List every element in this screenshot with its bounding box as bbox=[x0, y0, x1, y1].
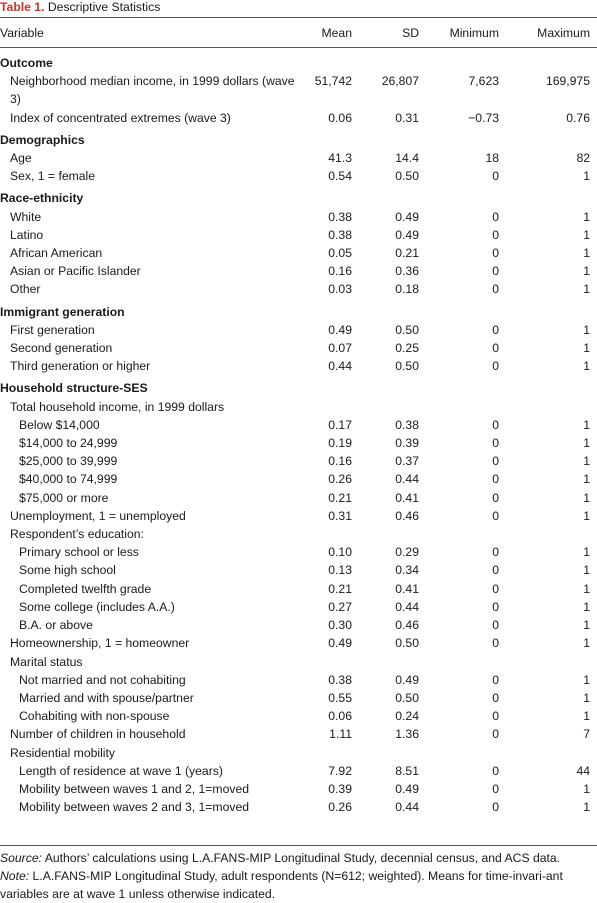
cell-max: 1 bbox=[583, 436, 590, 451]
table-number: Table 1. bbox=[0, 0, 45, 14]
cell-max: 7 bbox=[583, 727, 590, 742]
cell-max bbox=[509, 398, 597, 416]
row-label: $25,000 to 39,999 bbox=[19, 454, 118, 469]
cell-sd: 8.51 bbox=[395, 763, 419, 778]
cell-max: 1 bbox=[583, 282, 590, 297]
cell-min: 0 bbox=[492, 359, 499, 374]
cell-min: 0 bbox=[492, 563, 499, 578]
section-heading: Immigrant generation bbox=[0, 304, 125, 319]
cell-mean: 0.03 bbox=[328, 282, 352, 297]
row-label: Number of children in household bbox=[10, 727, 186, 742]
row-label: Mobility between waves 2 and 3, 1=moved bbox=[19, 800, 250, 815]
table-row bbox=[0, 149, 597, 167]
cell-sd bbox=[358, 398, 422, 416]
cell-mean: 0.05 bbox=[328, 246, 352, 261]
row-label: B.A. or above bbox=[19, 618, 93, 633]
cell-sd: 0.50 bbox=[395, 169, 419, 184]
table-row bbox=[0, 598, 597, 616]
table-row bbox=[0, 280, 597, 298]
row-label: Total household income, in 1999 dollars bbox=[10, 399, 225, 414]
table-row bbox=[0, 689, 597, 707]
cell-max: 1 bbox=[583, 490, 590, 505]
cell-max: 1 bbox=[583, 709, 590, 724]
row-label: Age bbox=[10, 151, 32, 166]
cell-mean: 0.44 bbox=[328, 359, 352, 374]
cell-max bbox=[509, 525, 597, 543]
cell-max: 1 bbox=[583, 359, 590, 374]
table-row bbox=[0, 357, 597, 375]
table-title bbox=[0, 0, 160, 15]
cell-sd: 0.29 bbox=[395, 545, 419, 560]
table-row bbox=[0, 671, 597, 689]
cell-mean: 41.3 bbox=[328, 151, 352, 166]
cell-sd: 0.49 bbox=[395, 227, 419, 242]
row-label: Marital status bbox=[10, 654, 83, 669]
table-row bbox=[0, 416, 597, 434]
cell-sd: 0.31 bbox=[395, 110, 419, 125]
cell-max: 44 bbox=[576, 763, 590, 778]
table-body bbox=[0, 48, 597, 816]
cell-sd: 0.24 bbox=[395, 709, 419, 724]
cell-min bbox=[422, 525, 509, 543]
cell-mean: 0.07 bbox=[328, 341, 352, 356]
row-label: Respondent’s education: bbox=[10, 527, 144, 542]
section-row bbox=[0, 48, 597, 72]
cell-min: 0 bbox=[492, 672, 499, 687]
cell-sd: 0.44 bbox=[395, 599, 419, 614]
table-row bbox=[0, 470, 597, 488]
row-label: Primary school or less bbox=[19, 545, 139, 560]
top-rule bbox=[0, 17, 597, 18]
cell-max: 82 bbox=[576, 151, 590, 166]
row-label: Other bbox=[10, 282, 41, 297]
row-label: $40,000 to 74,999 bbox=[19, 472, 118, 487]
cell-sd: 0.41 bbox=[395, 581, 419, 596]
source-label: Source: bbox=[0, 851, 43, 865]
cell-max: 1 bbox=[583, 508, 590, 523]
cell-sd bbox=[358, 744, 422, 762]
row-label: Completed twelfth grade bbox=[19, 581, 152, 596]
cell-sd: 26,807 bbox=[381, 74, 419, 89]
cell-mean: 0.39 bbox=[328, 781, 352, 796]
table-row bbox=[0, 525, 597, 543]
cell-sd bbox=[358, 525, 422, 543]
cell-min: 0 bbox=[492, 690, 499, 705]
table-row bbox=[0, 339, 597, 357]
cell-max: 169,975 bbox=[545, 74, 590, 89]
cell-mean: 0.38 bbox=[328, 672, 352, 687]
cell-max: 1 bbox=[583, 581, 590, 596]
row-label: White bbox=[10, 209, 42, 224]
table-row bbox=[0, 244, 597, 262]
descriptive-statistics-table bbox=[0, 24, 597, 816]
row-label: Homeownership, 1 = homeowner bbox=[10, 636, 190, 651]
cell-mean: 0.16 bbox=[328, 264, 352, 279]
cell-mean: 0.06 bbox=[328, 110, 352, 125]
cell-max bbox=[509, 744, 597, 762]
cell-max: 1 bbox=[583, 563, 590, 578]
cell-sd: 0.38 bbox=[395, 417, 419, 432]
cell-max: 1 bbox=[583, 618, 590, 633]
row-label: First generation bbox=[10, 322, 95, 337]
cell-mean: 0.30 bbox=[328, 618, 352, 633]
cell-sd: 0.25 bbox=[395, 341, 419, 356]
cell-min: 0 bbox=[492, 322, 499, 337]
row-label: $75,000 or more bbox=[19, 490, 109, 505]
cell-mean: 0.10 bbox=[328, 545, 352, 560]
cell-min: 0 bbox=[492, 341, 499, 356]
cell-max: 1 bbox=[583, 169, 590, 184]
cell-min: 0 bbox=[492, 709, 499, 724]
cell-sd bbox=[358, 653, 422, 671]
row-label: $14,000 to 24,999 bbox=[19, 436, 118, 451]
section-row bbox=[0, 127, 597, 149]
table-row bbox=[0, 780, 597, 798]
source-text: Authors’ calculations using L.A.FANS-MIP Longitudinal Study, decennial census, and ACS data. bbox=[42, 851, 561, 865]
table-row bbox=[0, 72, 597, 108]
cell-sd: 0.21 bbox=[395, 246, 419, 261]
cell-sd: 0.46 bbox=[395, 508, 419, 523]
cell-sd: 0.34 bbox=[395, 563, 419, 578]
cell-mean: 0.54 bbox=[328, 169, 352, 184]
table-row bbox=[0, 762, 597, 780]
cell-sd: 14.4 bbox=[395, 151, 419, 166]
row-label: Unemployment, 1 = unemployed bbox=[10, 508, 186, 523]
row-label: Third generation or higher bbox=[10, 359, 151, 374]
cell-min: 0 bbox=[492, 800, 499, 815]
row-label: Below $14,000 bbox=[19, 417, 100, 432]
cell-mean: 0.38 bbox=[328, 209, 352, 224]
cell-mean: 0.31 bbox=[328, 508, 352, 523]
cell-min bbox=[422, 744, 509, 762]
table-row bbox=[0, 707, 597, 725]
row-label: African American bbox=[10, 246, 103, 261]
row-label: Some college (includes A.A.) bbox=[19, 599, 175, 614]
source-note bbox=[0, 849, 597, 867]
col-header-minimum: Minimum bbox=[449, 26, 499, 40]
cell-sd: 0.49 bbox=[395, 672, 419, 687]
cell-min: 0 bbox=[492, 454, 499, 469]
cell-mean: 0.49 bbox=[328, 322, 352, 337]
table-row bbox=[0, 634, 597, 652]
cell-sd: 0.44 bbox=[395, 472, 419, 487]
cell-min: 0 bbox=[492, 246, 499, 261]
table-footnotes bbox=[0, 849, 597, 903]
table-row bbox=[0, 725, 597, 743]
cell-mean: 0.26 bbox=[328, 800, 352, 815]
cell-min bbox=[422, 398, 509, 416]
table-row bbox=[0, 580, 597, 598]
cell-mean: 0.17 bbox=[328, 417, 352, 432]
cell-min: 0 bbox=[492, 508, 499, 523]
cell-max: 1 bbox=[583, 417, 590, 432]
row-label: Index of concentrated extremes (wave 3) bbox=[10, 110, 231, 125]
cell-max: 1 bbox=[583, 454, 590, 469]
row-label: Mobility between waves 1 and 2, 1=moved bbox=[19, 781, 250, 796]
cell-mean bbox=[298, 398, 358, 416]
row-label: Latino bbox=[10, 227, 44, 242]
cell-max: 0.76 bbox=[566, 110, 590, 125]
cell-mean: 0.49 bbox=[328, 636, 352, 651]
cell-min: −0.73 bbox=[468, 110, 499, 125]
cell-max: 1 bbox=[583, 636, 590, 651]
section-heading: Demographics bbox=[0, 132, 85, 147]
row-label: Asian or Pacific Islander bbox=[10, 264, 141, 279]
row-label: Married and with spouse/partner bbox=[19, 690, 194, 705]
section-heading: Outcome bbox=[0, 56, 53, 70]
cell-min: 0 bbox=[492, 490, 499, 505]
cell-sd: 0.36 bbox=[395, 264, 419, 279]
cell-min: 18 bbox=[485, 151, 499, 166]
table-row bbox=[0, 543, 597, 561]
cell-mean bbox=[298, 525, 358, 543]
cell-min: 0 bbox=[492, 169, 499, 184]
cell-sd: 0.50 bbox=[395, 359, 419, 374]
table-row bbox=[0, 616, 597, 634]
row-label: Not married and not cohabiting bbox=[19, 672, 186, 687]
cell-mean: 0.13 bbox=[328, 563, 352, 578]
cell-max: 1 bbox=[583, 690, 590, 705]
cell-min: 0 bbox=[492, 227, 499, 242]
table-row bbox=[0, 109, 597, 127]
cell-min: 0 bbox=[492, 727, 499, 742]
table-row bbox=[0, 452, 597, 470]
cell-min: 0 bbox=[492, 436, 499, 451]
cell-mean: 7.92 bbox=[328, 763, 352, 778]
row-label: Some high school bbox=[19, 563, 116, 578]
cell-max bbox=[509, 653, 597, 671]
note-text: L.A.FANS-MIP Longitudinal Study, adult respondents (N=612; weighted). Means for time-invari-ant variables are at wave 1 unless otherwise indicated. bbox=[0, 869, 563, 901]
cell-max: 1 bbox=[583, 322, 590, 337]
cell-min: 0 bbox=[492, 599, 499, 614]
table-row bbox=[0, 321, 597, 339]
row-label: Neighborhood median income, in 1999 dollars (wave 3) bbox=[10, 74, 295, 107]
table-row bbox=[0, 262, 597, 280]
cell-min: 0 bbox=[492, 781, 499, 796]
cell-min: 0 bbox=[492, 472, 499, 487]
cell-sd: 0.50 bbox=[395, 636, 419, 651]
cell-max: 1 bbox=[583, 246, 590, 261]
cell-min bbox=[422, 653, 509, 671]
cell-max: 1 bbox=[583, 341, 590, 356]
cell-sd: 0.18 bbox=[395, 282, 419, 297]
cell-max: 1 bbox=[583, 781, 590, 796]
cell-mean bbox=[298, 653, 358, 671]
cell-sd: 0.44 bbox=[395, 800, 419, 815]
cell-sd: 0.37 bbox=[395, 454, 419, 469]
cell-max: 1 bbox=[583, 545, 590, 560]
row-label: Cohabiting with non-spouse bbox=[19, 709, 170, 724]
cell-sd: 0.39 bbox=[395, 436, 419, 451]
cell-min: 0 bbox=[492, 264, 499, 279]
cell-mean bbox=[298, 744, 358, 762]
cell-max: 1 bbox=[583, 209, 590, 224]
cell-mean: 0.55 bbox=[328, 690, 352, 705]
cell-min: 0 bbox=[492, 581, 499, 596]
row-label: Sex, 1 = female bbox=[10, 169, 96, 184]
table-row bbox=[0, 798, 597, 816]
bottom-rule bbox=[0, 845, 597, 846]
cell-mean: 0.21 bbox=[328, 581, 352, 596]
table-row bbox=[0, 167, 597, 185]
cell-sd: 0.50 bbox=[395, 690, 419, 705]
cell-mean: 0.26 bbox=[328, 472, 352, 487]
cell-min: 0 bbox=[492, 618, 499, 633]
section-row bbox=[0, 185, 597, 207]
cell-min: 7,623 bbox=[468, 74, 499, 89]
cell-min: 0 bbox=[492, 763, 499, 778]
table-row bbox=[0, 226, 597, 244]
cell-max: 1 bbox=[583, 472, 590, 487]
cell-max: 1 bbox=[583, 800, 590, 815]
cell-mean: 0.06 bbox=[328, 709, 352, 724]
table-row bbox=[0, 489, 597, 507]
cell-sd: 1.36 bbox=[395, 727, 419, 742]
cell-mean: 0.38 bbox=[328, 227, 352, 242]
note-label: Note: bbox=[0, 869, 30, 883]
table-row bbox=[0, 208, 597, 226]
section-heading: Household structure-SES bbox=[0, 381, 148, 396]
col-header-variable: Variable bbox=[0, 26, 44, 40]
section-row bbox=[0, 299, 597, 321]
col-header-sd: SD bbox=[402, 26, 419, 40]
cell-sd: 0.49 bbox=[395, 781, 419, 796]
row-label: Residential mobility bbox=[10, 745, 115, 760]
row-label: Length of residence at wave 1 (years) bbox=[19, 763, 223, 778]
cell-min: 0 bbox=[492, 636, 499, 651]
cell-max: 1 bbox=[583, 264, 590, 279]
cell-sd: 0.41 bbox=[395, 490, 419, 505]
section-row bbox=[0, 375, 597, 397]
cell-mean: 51,742 bbox=[314, 74, 352, 89]
cell-max: 1 bbox=[583, 672, 590, 687]
table-row bbox=[0, 398, 597, 416]
cell-mean: 0.19 bbox=[328, 436, 352, 451]
table-caption: Descriptive Statistics bbox=[47, 0, 161, 14]
row-label: Second generation bbox=[10, 341, 113, 356]
cell-sd: 0.46 bbox=[395, 618, 419, 633]
cell-mean: 0.21 bbox=[328, 490, 352, 505]
table-row bbox=[0, 653, 597, 671]
table-row bbox=[0, 507, 597, 525]
cell-max: 1 bbox=[583, 599, 590, 614]
header-row bbox=[0, 24, 597, 48]
table-row bbox=[0, 434, 597, 452]
table-row bbox=[0, 561, 597, 579]
cell-min: 0 bbox=[492, 209, 499, 224]
section-heading: Race-ethnicity bbox=[0, 191, 84, 206]
cell-sd: 0.49 bbox=[395, 209, 419, 224]
cell-min: 0 bbox=[492, 282, 499, 297]
cell-mean: 0.16 bbox=[328, 454, 352, 469]
col-header-mean: Mean bbox=[321, 26, 352, 40]
cell-min: 0 bbox=[492, 417, 499, 432]
table-row bbox=[0, 744, 597, 762]
cell-max: 1 bbox=[583, 227, 590, 242]
cell-min: 0 bbox=[492, 545, 499, 560]
general-note bbox=[0, 867, 597, 903]
cell-mean: 1.11 bbox=[329, 727, 352, 742]
cell-sd: 0.50 bbox=[395, 322, 419, 337]
col-header-maximum: Maximum bbox=[537, 26, 590, 40]
cell-mean: 0.27 bbox=[328, 599, 352, 614]
